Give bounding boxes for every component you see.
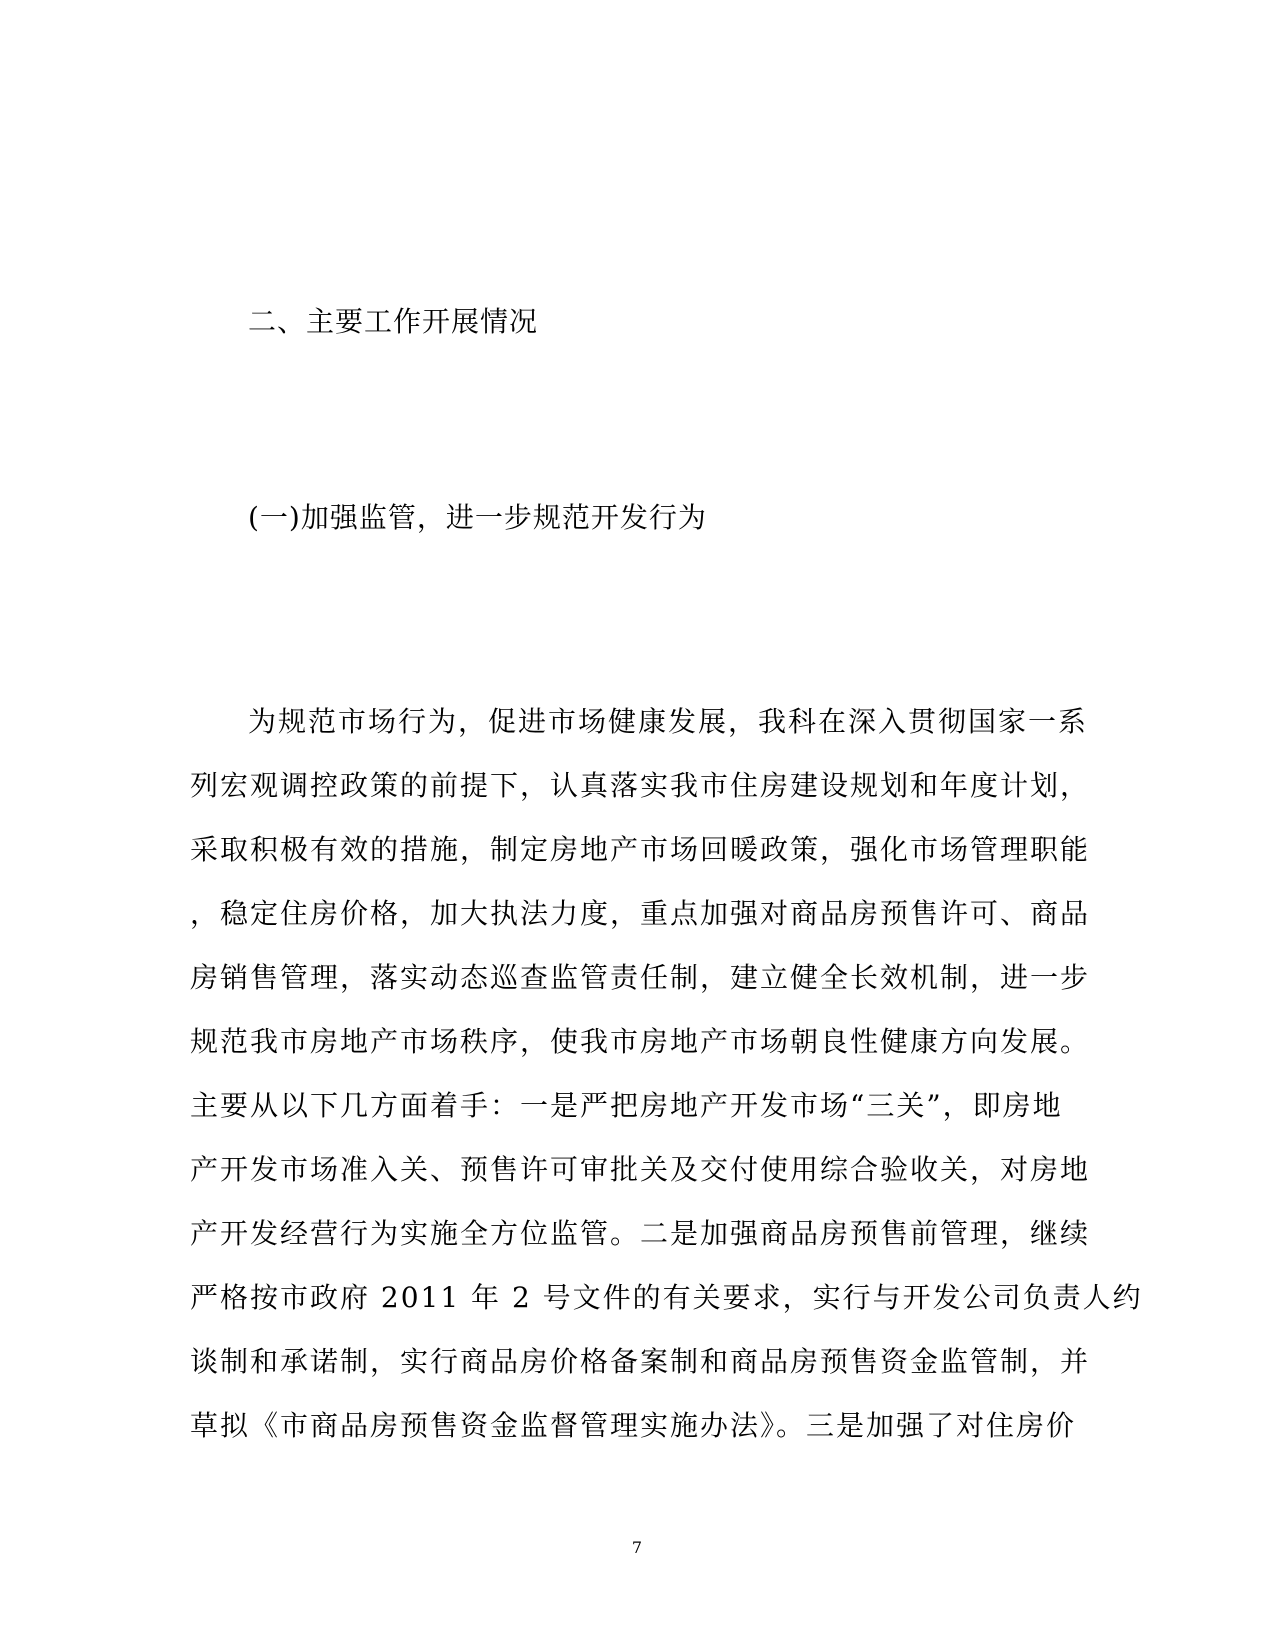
paragraph-line: 产开发市场准入关、预售许可审批关及交付使用综合验收关，对房地 [190,1153,1091,1186]
paragraph-line: 规范我市房地产市场秩序，使我市房地产市场朝良性健康方向发展。 [190,1025,1091,1058]
paragraph-line: 产开发经营行为实施全方位监管。二是加强商品房预售前管理，继续 [190,1217,1091,1250]
paragraph-line: ，稳定住房价格，加大执法力度，重点加强对商品房预售许可、商品 [190,897,1091,930]
body-paragraph [190,690,1143,1458]
paragraph-line: 房销售管理，落实动态巡查监管责任制，建立健全长效机制，进一步 [190,961,1091,994]
paragraph-line: 列宏观调控政策的前提下，认真落实我市住房建设规划和年度计划， [190,769,1091,802]
paragraph-line: 谈制和承诺制，实行商品房价格备案制和商品房预售资金监管制，并 [190,1345,1091,1378]
page-number: 7 [631,1538,643,1557]
paragraph-line: 严格按市政府 2011 年 2 号文件的有关要求，实行与开发公司负责人约 [190,1281,1143,1314]
paragraph-line: 草拟《市商品房预售资金监督管理实施办法》。三是加强了对住房价 [190,1409,1077,1442]
section-heading: 二、主要工作开展情况 [248,305,539,338]
subsection-heading: (一)加强监管，进一步规范开发行为 [248,501,707,534]
paragraph-line: 为规范市场行为，促进市场健康发展，我科在深入贯彻国家一系 [248,705,1089,738]
paragraph-line: 采取积极有效的措施，制定房地产市场回暖政策，强化市场管理职能 [190,833,1091,866]
paragraph-line: 主要从以下几方面着手：一是严把房地产开发市场“三关”，即房地 [190,1089,1063,1122]
